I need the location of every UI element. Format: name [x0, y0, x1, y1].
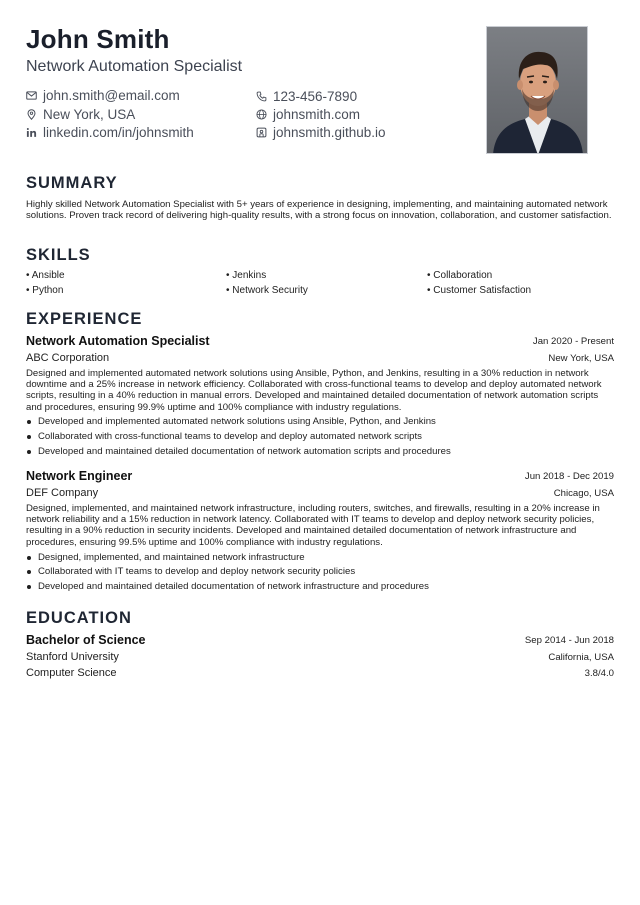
skill-item: • Jenkins [226, 270, 267, 281]
degree-title: Bachelor of Science [26, 633, 146, 647]
job-bullet: Collaborated with cross-functional teams to develop and deploy automated network scripts [26, 431, 422, 442]
github-icon [256, 127, 267, 138]
contact-github-text: johnsmith.github.io [273, 125, 386, 140]
contact-email-text: john.smith@email.com [43, 88, 180, 103]
globe-icon [256, 109, 267, 120]
job-dates: Jan 2020 - Present [532, 336, 614, 347]
job-title: Network Engineer [26, 469, 133, 483]
contact-location [26, 107, 135, 122]
job-title: Network Automation Specialist [26, 334, 210, 348]
skill-item: • Ansible [26, 270, 65, 281]
contact-phone[interactable] [256, 89, 357, 104]
job-location: Chicago, USA [553, 488, 614, 499]
contact-github[interactable] [256, 125, 386, 140]
contact-phone-text: 123-456-7890 [273, 89, 358, 104]
job-bullet: Designed, implemented, and maintained network infrastructure [26, 552, 305, 563]
education-school: Stanford University [26, 651, 119, 663]
section-title-skills: SKILLS [26, 246, 91, 264]
contact-website-text: johnsmith.com [273, 107, 361, 122]
candidate-name: John Smith [26, 24, 170, 54]
job-location: New York, USA [548, 353, 614, 364]
education-field: Computer Science [26, 667, 117, 679]
job-description: Designed, implemented, and maintained network infrastructure, including routers, switches, and firewalls, resulting in a 20% increase in network reliability and a 15% reduction in network latency. Collaborated with IT teams to develop and deploy network security policies, resulting in a 90% reduction in security incidents. Developed and maintained detailed documentation of network infrastructure and procedures, ensuring 99.5% uptime and 100% compliance with industry regulations. [26, 503, 600, 548]
skill-item: • Collaboration [427, 270, 493, 281]
job-dates: Jun 2018 - Dec 2019 [524, 471, 614, 482]
job-bullet: Developed and maintained detailed documentation of network automation scripts and procedures [26, 446, 451, 457]
job-company: DEF Company [26, 487, 99, 499]
summary-text: Highly skilled Network Automation Specialist with 5+ years of experience in designing, implementing, and maintaining automated network solutions. Proven track record of delivering high-quality results, with a strong focus on innovation, collaboration, and customer satisfaction. [26, 199, 612, 222]
contact-website[interactable] [256, 107, 360, 122]
job-bullet: Collaborated with IT teams to develop and deploy network security policies [26, 566, 355, 577]
contact-email[interactable] [26, 88, 180, 103]
education-location: California, USA [548, 652, 614, 663]
skill-item: • Network Security [226, 285, 308, 296]
contact-location-text: New York, USA [43, 107, 136, 122]
job-description: Designed and implemented automated network solutions using Ansible, Python, and Jenkins, resulting in a 30% reduction in network downtime and a 25% increase in network efficiency. Collaborated with cross-functional teams to develop and deploy automated network scripts, resulting in a 40% reduction in manual errors. Developed and maintained detailed documentation of network automation scripts and procedures, ensuring 99.9% uptime and 100% compliance with industry regulations. [26, 368, 602, 413]
mail-icon [26, 90, 37, 101]
contact-linkedin[interactable] [26, 125, 194, 140]
job-bullet: Developed and maintained detailed documentation of network infrastructure and procedures [26, 581, 429, 592]
phone-icon [256, 91, 267, 102]
linkedin-icon [26, 127, 37, 138]
section-title-experience: EXPERIENCE [26, 310, 143, 328]
contact-linkedin-text: linkedin.com/in/johnsmith [43, 125, 194, 140]
skill-item: • Python [26, 285, 64, 296]
location-pin-icon [26, 109, 37, 120]
education-gpa: 3.8/4.0 [584, 668, 614, 679]
education-dates: Sep 2014 - Jun 2018 [524, 635, 614, 646]
candidate-headline: Network Automation Specialist [26, 58, 243, 75]
skill-item: • Customer Satisfaction [427, 285, 532, 296]
section-title-summary: SUMMARY [26, 174, 118, 192]
job-bullet: Developed and implemented automated network solutions using Ansible, Python, and Jenkins [26, 416, 436, 427]
job-company: ABC Corporation [26, 352, 110, 364]
section-title-education: EDUCATION [26, 609, 132, 627]
profile-photo [486, 26, 588, 154]
